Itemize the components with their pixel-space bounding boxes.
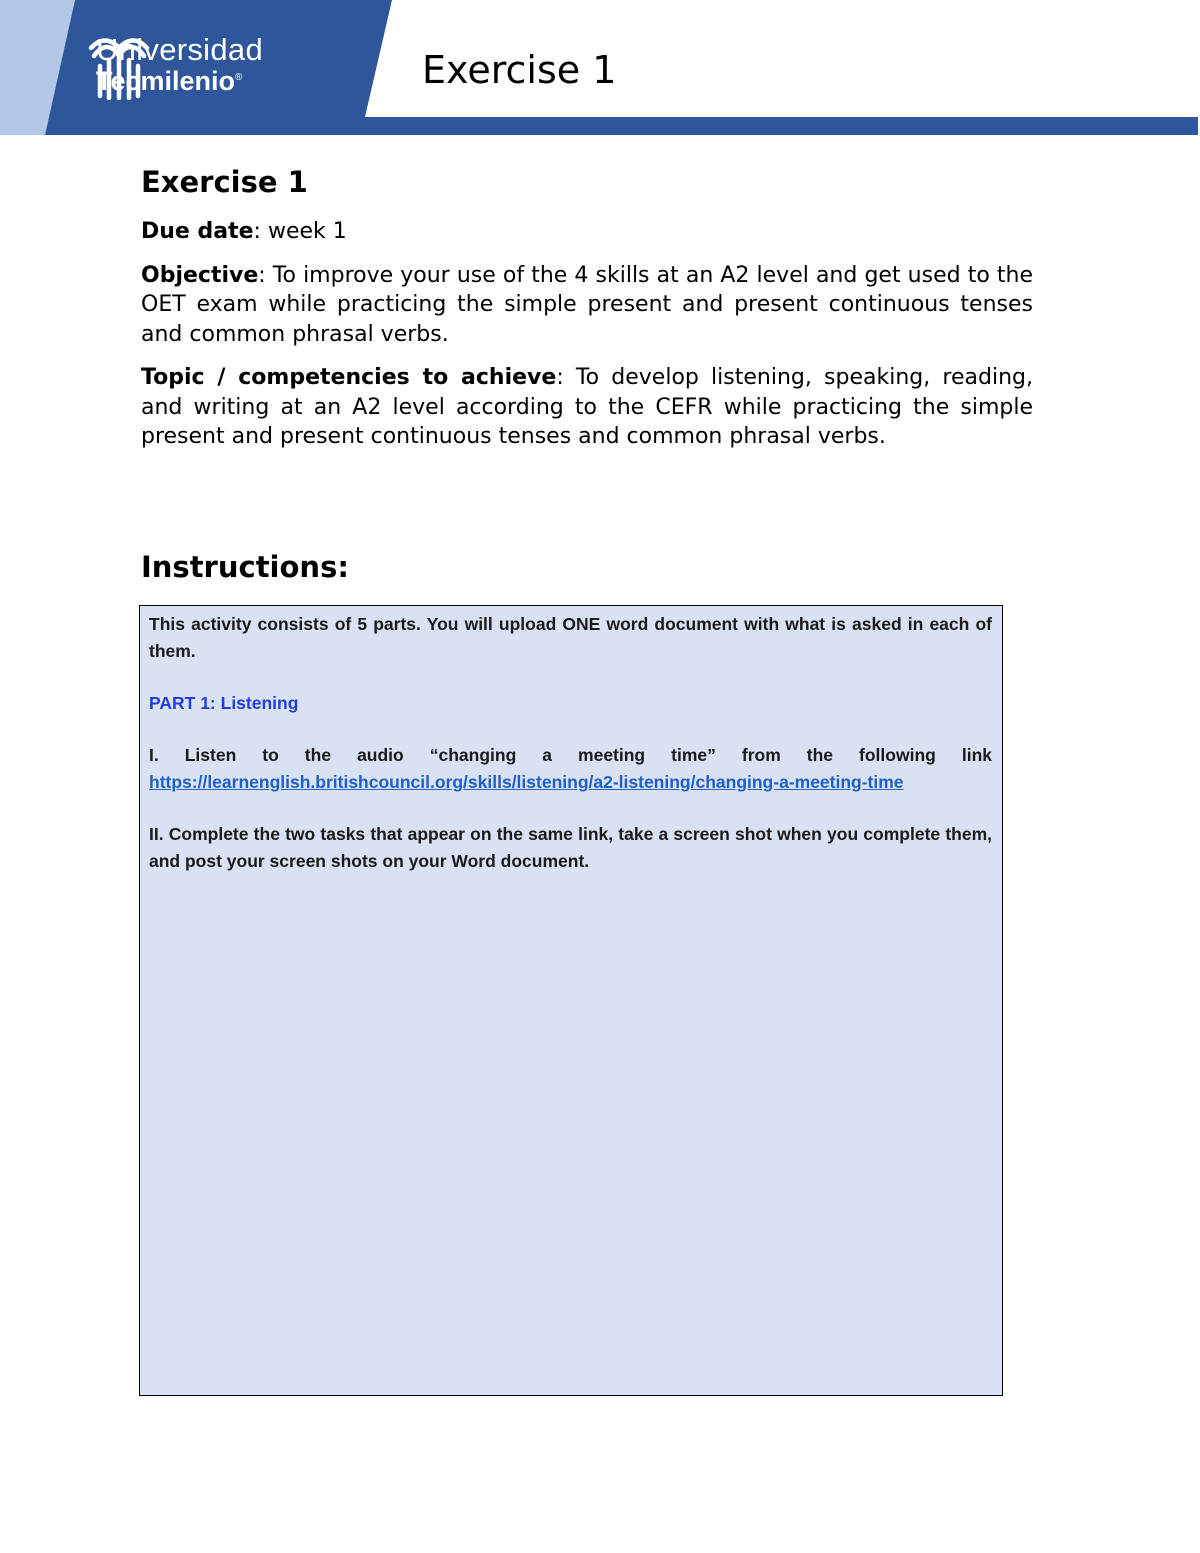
header-title: Exercise 1 [422, 48, 617, 92]
due-date-value: : week 1 [253, 219, 347, 244]
step2: II. Complete the two tasks that appear on the same link, take a screen shot when you complete them, and post your screen shots on your Word document. [149, 824, 992, 871]
topic-text: : To develop listening, speaking, reading, and writing at an A2 level according to the CEFR while practicing the simple present and present continuous tenses and common phrasal verbs. [141, 365, 1033, 449]
instructions-intro: This activity consists of 5 parts. You will upload ONE word document with what is asked in each of them. [149, 614, 992, 661]
british-council-link[interactable]: https://learnenglish.britishcouncil.org/skills/listening/a2-listening/changing-a-meeting-time [149, 772, 904, 792]
document-body [141, 165, 1033, 466]
logo-line-universidad: Universidad [96, 32, 263, 67]
part1-heading: PART 1: Listening [149, 693, 299, 713]
objective-label: Objective [141, 262, 259, 288]
logo-name: Tecmilenio [96, 66, 236, 96]
step1-text: I. Listen to the audio “changing a meeting time” from the following link [149, 745, 992, 765]
objective-text: : To improve your use of the 4 skills at an A2 level and get used to the OET exam while practicing the simple present and present continuous tenses and common phrasal verbs. [141, 262, 1033, 347]
document-title: Exercise 1 [141, 165, 308, 199]
topic-label: Topic / competencies to achieve [141, 365, 557, 390]
due-date [141, 217, 1033, 247]
topic-competencies [141, 363, 1033, 452]
logo-tree-icon [88, 34, 150, 100]
objective [141, 261, 1033, 350]
step1 [149, 742, 992, 796]
registered-mark: ® [235, 72, 243, 83]
university-logo [88, 34, 263, 95]
instructions-heading: Instructions: [141, 550, 349, 584]
document-header [0, 0, 1200, 140]
instructions-box [139, 605, 1003, 1396]
due-date-label: Due date [141, 219, 254, 244]
